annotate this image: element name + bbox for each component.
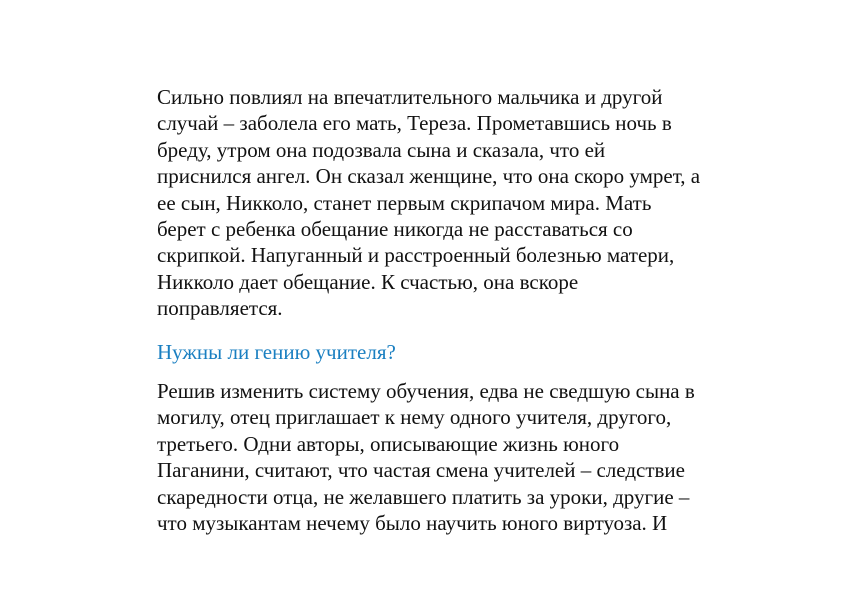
paragraph-teachers <box>157 378 737 536</box>
paragraph-line: Сильно повлиял на впечатлительного мальчика и другой <box>157 85 663 109</box>
paragraph-line: поправляется. <box>157 296 283 321</box>
paragraph-line: бреду, утром она подозвала сына и сказала, что ей <box>157 137 606 162</box>
paragraph-line: третьего. Одни авторы, описывающие жизнь юного <box>157 431 620 456</box>
section-heading-text: Нужны ли гению учителя? <box>157 339 396 364</box>
paragraph-line: Никколо дает обещание. К счастью, она вскоре <box>157 269 579 294</box>
paragraph-mother-illness <box>157 84 737 322</box>
paragraph-line: что музыкантам нечему было научить юного виртуоза. И <box>157 511 668 536</box>
text-block <box>157 84 737 537</box>
paragraph-line: скрипкой. Напуганный и расстроенный болезнью матери, <box>157 243 675 268</box>
paragraph-line: скаредности отца, не желавшего платить за уроки, другие – <box>157 484 690 509</box>
paragraph-line: ее сын, Никколо, станет первым скрипачом мира. Мать <box>157 190 652 215</box>
paragraph-line: случай – заболела его мать, Тереза. Прометавшись ночь в <box>157 111 672 136</box>
paragraph-line: Паганини, считают, что частая смена учителей – следствие <box>157 458 685 483</box>
paragraph-line: приснился ангел. Он сказал женщине, что она скоро умрет, а <box>157 164 701 189</box>
paragraph-line: могилу, отец приглашает к нему одного учителя, другого, <box>157 405 672 430</box>
section-heading <box>157 339 737 365</box>
paragraph-line: Решив изменить систему обучения, едва не сведшую сына в <box>157 379 695 404</box>
paragraph-line: берет с ребенка обещание никогда не расставаться со <box>157 217 633 242</box>
